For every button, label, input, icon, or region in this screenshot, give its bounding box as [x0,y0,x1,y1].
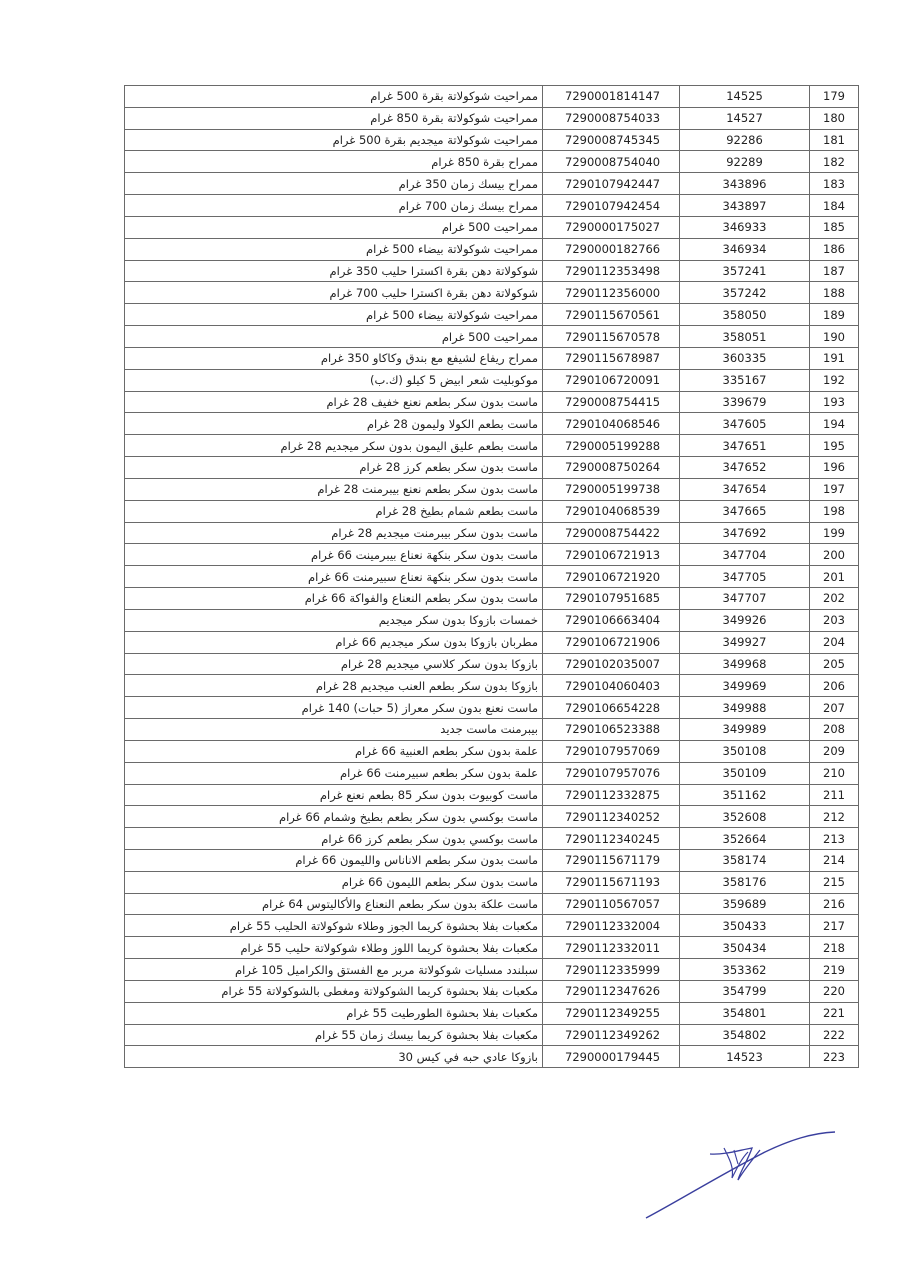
table-row [125,500,859,522]
item-code-cell: 14525 [680,86,810,108]
table-row [125,478,859,500]
barcode-cell: 7290107942454 [543,195,680,217]
barcode-cell: 7290106720091 [543,369,680,391]
item-code-cell: 349988 [680,697,810,719]
table-row [125,86,859,108]
table-row [125,740,859,762]
product-name-cell: سبلندد مسليات شوكولاتة مربر مع الفستق والكراميل 105 غرام [125,959,543,981]
item-code-cell: 359689 [680,893,810,915]
product-name-cell: ماست بطعم شمام بطيخ 28 غرام [125,500,543,522]
table-row [125,129,859,151]
table-row [125,216,859,238]
item-code-cell: 357241 [680,260,810,282]
item-code-cell: 350109 [680,762,810,784]
barcode-cell: 7290008745345 [543,129,680,151]
item-code-cell: 347605 [680,413,810,435]
barcode-cell: 7290112335999 [543,959,680,981]
table-row [125,347,859,369]
row-number-cell: 186 [810,238,859,260]
row-number-cell: 179 [810,86,859,108]
item-code-cell: 335167 [680,369,810,391]
barcode-cell: 7290107951685 [543,588,680,610]
product-name-cell: علمة بدون سكر بطعم العنبية 66 غرام [125,740,543,762]
table-row [125,195,859,217]
product-name-cell: ماست كوبيوت بدون سكر 85 بطعم نعنع غرام [125,784,543,806]
item-code-cell: 358050 [680,304,810,326]
row-number-cell: 195 [810,435,859,457]
item-code-cell: 354799 [680,980,810,1002]
table-row [125,369,859,391]
product-name-cell: ماست بدون سكر بنكهة نعناع بيبرمينت 66 غرام [125,544,543,566]
row-number-cell: 190 [810,326,859,348]
table-row [125,282,859,304]
product-name-cell: خمسات بازوكا بدون سكر ميجديم [125,609,543,631]
item-code-cell: 360335 [680,347,810,369]
product-name-cell: مكعبات بفلا بحشوة كريما الجوز وطلاء شوكولاتة الحليب 55 غرام [125,915,543,937]
table-row [125,238,859,260]
row-number-cell: 223 [810,1046,859,1068]
table-row [125,151,859,173]
barcode-cell: 7290115671193 [543,871,680,893]
product-name-cell: ماست بدون سكر بنكهة نعناع سبيرمنت 66 غرام [125,566,543,588]
row-number-cell: 221 [810,1002,859,1024]
row-number-cell: 222 [810,1024,859,1046]
row-number-cell: 219 [810,959,859,981]
barcode-cell: 7290106721913 [543,544,680,566]
item-code-cell: 353362 [680,959,810,981]
row-number-cell: 204 [810,631,859,653]
barcode-cell: 7290106523388 [543,719,680,741]
row-number-cell: 212 [810,806,859,828]
item-code-cell: 343896 [680,173,810,195]
product-name-cell: ممراحيت 500 غرام [125,326,543,348]
table-row [125,260,859,282]
product-name-cell: ممراحيت شوكولاتة بقرة 500 غرام [125,86,543,108]
item-code-cell: 347651 [680,435,810,457]
barcode-cell: 7290106654228 [543,697,680,719]
row-number-cell: 187 [810,260,859,282]
table-row [125,588,859,610]
row-number-cell: 216 [810,893,859,915]
item-code-cell: 347705 [680,566,810,588]
table-row [125,391,859,413]
barcode-cell: 7290112332011 [543,937,680,959]
row-number-cell: 193 [810,391,859,413]
table-row [125,435,859,457]
barcode-cell: 7290112349262 [543,1024,680,1046]
product-name-cell: ممراحيت شوكولاتة ميجديم بقرة 500 غرام [125,129,543,151]
table-row [125,762,859,784]
barcode-cell: 7290107942447 [543,173,680,195]
row-number-cell: 203 [810,609,859,631]
barcode-cell: 7290115670578 [543,326,680,348]
item-code-cell: 347665 [680,500,810,522]
row-number-cell: 196 [810,457,859,479]
row-number-cell: 206 [810,675,859,697]
row-number-cell: 211 [810,784,859,806]
product-name-cell: مكعبات بفلا بحشوة كريما الشوكولاتة ومغطى بالشوكولاتة 55 غرام [125,980,543,1002]
row-number-cell: 191 [810,347,859,369]
table-row [125,719,859,741]
table-row [125,304,859,326]
item-code-cell: 347704 [680,544,810,566]
row-number-cell: 189 [810,304,859,326]
barcode-cell: 7290005199288 [543,435,680,457]
barcode-cell: 7290110567057 [543,893,680,915]
barcode-cell: 7290008754415 [543,391,680,413]
row-number-cell: 198 [810,500,859,522]
barcode-cell: 7290106663404 [543,609,680,631]
table-row [125,413,859,435]
row-number-cell: 188 [810,282,859,304]
item-code-cell: 92286 [680,129,810,151]
item-code-cell: 358051 [680,326,810,348]
item-code-cell: 351162 [680,784,810,806]
table-row [125,522,859,544]
row-number-cell: 210 [810,762,859,784]
item-code-cell: 347692 [680,522,810,544]
product-name-cell: ممراحيت شوكولاتة بيضاء 500 غرام [125,304,543,326]
product-name-cell: موكوبليت شعر ابيض 5 كيلو (ك.ب) [125,369,543,391]
barcode-cell: 7290112340252 [543,806,680,828]
barcode-cell: 7290104068546 [543,413,680,435]
barcode-cell: 7290008754040 [543,151,680,173]
barcode-cell: 7290008754033 [543,107,680,129]
item-code-cell: 352664 [680,828,810,850]
barcode-cell: 7290000182766 [543,238,680,260]
barcode-cell: 7290102035007 [543,653,680,675]
row-number-cell: 207 [810,697,859,719]
item-code-cell: 347707 [680,588,810,610]
table-row [125,1046,859,1068]
row-number-cell: 213 [810,828,859,850]
barcode-cell: 7290104068539 [543,500,680,522]
product-table-body [125,86,859,1068]
item-code-cell: 14523 [680,1046,810,1068]
product-name-cell: ممراح بيسك زمان 700 غرام [125,195,543,217]
barcode-cell: 7290112332875 [543,784,680,806]
item-code-cell: 352608 [680,806,810,828]
barcode-cell: 7290115678987 [543,347,680,369]
table-row [125,609,859,631]
row-number-cell: 185 [810,216,859,238]
table-row [125,631,859,653]
table-row [125,1002,859,1024]
item-code-cell: 358176 [680,871,810,893]
barcode-cell: 7290112356000 [543,282,680,304]
handwritten-signature [640,1130,840,1230]
product-name-cell: شوكولاتة دهن بقرة اكسترا حليب 700 غرام [125,282,543,304]
row-number-cell: 205 [810,653,859,675]
table-row [125,697,859,719]
product-name-cell: شوكولاتة دهن بقرة اكسترا حليب 350 غرام [125,260,543,282]
table-row [125,784,859,806]
product-name-cell: مكعبات بفلا بحشوة كريما بيسك زمان 55 غرام [125,1024,543,1046]
row-number-cell: 194 [810,413,859,435]
barcode-cell: 7290115670561 [543,304,680,326]
table-row [125,937,859,959]
table-row [125,871,859,893]
table-row [125,849,859,871]
barcode-cell: 7290000175027 [543,216,680,238]
table-row [125,806,859,828]
row-number-cell: 199 [810,522,859,544]
item-code-cell: 14527 [680,107,810,129]
product-name-cell: بازوكا بدون سكر كلاسي ميجديم 28 غرام [125,653,543,675]
table-row [125,173,859,195]
table-row [125,675,859,697]
table-row [125,893,859,915]
item-code-cell: 349926 [680,609,810,631]
row-number-cell: 184 [810,195,859,217]
product-name-cell: ماست نعنع بدون سكر معراز (5 حبات) 140 غرام [125,697,543,719]
row-number-cell: 180 [810,107,859,129]
item-code-cell: 358174 [680,849,810,871]
row-number-cell: 215 [810,871,859,893]
barcode-cell: 7290008750264 [543,457,680,479]
barcode-cell: 7290106721920 [543,566,680,588]
table-row [125,980,859,1002]
item-code-cell: 339679 [680,391,810,413]
row-number-cell: 201 [810,566,859,588]
item-code-cell: 349927 [680,631,810,653]
product-name-cell: مطربان بازوكا بدون سكر ميجديم 66 غرام [125,631,543,653]
row-number-cell: 214 [810,849,859,871]
product-name-cell: ماست بوكسي بدون سكر بطعم بطيخ وشمام 66 غرام [125,806,543,828]
barcode-cell: 7290112340245 [543,828,680,850]
product-name-cell: ماست بطعم الكولا وليمون 28 غرام [125,413,543,435]
barcode-cell: 7290112347626 [543,980,680,1002]
barcode-cell: 7290112332004 [543,915,680,937]
barcode-cell: 7290000179445 [543,1046,680,1068]
item-code-cell: 349968 [680,653,810,675]
product-name-cell: بازوكا عادي حبه في كيس 30 [125,1046,543,1068]
table-row [125,544,859,566]
barcode-cell: 7290008754422 [543,522,680,544]
barcode-cell: 7290107957069 [543,740,680,762]
barcode-cell: 7290112353498 [543,260,680,282]
table-row [125,566,859,588]
product-name-cell: ممراح بيسك زمان 350 غرام [125,173,543,195]
row-number-cell: 220 [810,980,859,1002]
row-number-cell: 183 [810,173,859,195]
product-table [124,85,859,1068]
row-number-cell: 192 [810,369,859,391]
barcode-cell: 7290107957076 [543,762,680,784]
product-name-cell: ممراحيت شوكولاتة بقرة 850 غرام [125,107,543,129]
item-code-cell: 349989 [680,719,810,741]
table-row [125,828,859,850]
product-name-cell: ممراحيت شوكولاتة بيضاء 500 غرام [125,238,543,260]
product-name-cell: ماست بدون سكر بطعم نعنع خفيف 28 غرام [125,391,543,413]
barcode-cell: 7290005199738 [543,478,680,500]
product-name-cell: ماست بدون سكر بطعم كرز 28 غرام [125,457,543,479]
table-row [125,915,859,937]
table-row [125,653,859,675]
product-name-cell: علمة بدون سكر بطعم سبيرمنت 66 غرام [125,762,543,784]
row-number-cell: 218 [810,937,859,959]
row-number-cell: 217 [810,915,859,937]
item-code-cell: 350434 [680,937,810,959]
product-name-cell: ماست بطعم عليق اليمون بدون سكر ميجديم 28 غرام [125,435,543,457]
barcode-cell: 7290115671179 [543,849,680,871]
product-name-cell: بازوكا بدون سكر بطعم العنب ميجديم 28 غرام [125,675,543,697]
item-code-cell: 346933 [680,216,810,238]
barcode-cell: 7290001814147 [543,86,680,108]
row-number-cell: 197 [810,478,859,500]
product-name-cell: ممراحيت 500 غرام [125,216,543,238]
table-row [125,457,859,479]
product-name-cell: مكعبات بفلا بحشوة الطورطيت 55 غرام [125,1002,543,1024]
product-name-cell: ماست بوكسي بدون سكر بطعم كرز 66 غرام [125,828,543,850]
item-code-cell: 354801 [680,1002,810,1024]
barcode-cell: 7290106721906 [543,631,680,653]
product-name-cell: ماست بدون سكر بطعم النعناع والفواكة 66 غرام [125,588,543,610]
row-number-cell: 208 [810,719,859,741]
item-code-cell: 346934 [680,238,810,260]
row-number-cell: 181 [810,129,859,151]
item-code-cell: 357242 [680,282,810,304]
product-name-cell: ممراح بقرة 850 غرام [125,151,543,173]
row-number-cell: 202 [810,588,859,610]
product-name-cell: ماست بدون سكر بطعم نعنع بيبرمنت 28 غرام [125,478,543,500]
item-code-cell: 347652 [680,457,810,479]
item-code-cell: 343897 [680,195,810,217]
product-name-cell: مكعبات بفلا بحشوة كريما اللوز وطلاء شوكولاتة حليب 55 غرام [125,937,543,959]
item-code-cell: 349969 [680,675,810,697]
table-row [125,107,859,129]
product-name-cell: ماست بدون سكر بطعم الليمون 66 غرام [125,871,543,893]
product-name-cell: بيبرمنت ماست جديد [125,719,543,741]
row-number-cell: 182 [810,151,859,173]
row-number-cell: 200 [810,544,859,566]
item-code-cell: 354802 [680,1024,810,1046]
product-name-cell: ماست بدون سكر بيبرمنت ميجديم 28 غرام [125,522,543,544]
item-code-cell: 347654 [680,478,810,500]
item-code-cell: 350433 [680,915,810,937]
table-row [125,959,859,981]
item-code-cell: 350108 [680,740,810,762]
product-name-cell: ماست بدون سكر بطعم الاناناس والليمون 66 غرام [125,849,543,871]
table-row [125,1024,859,1046]
barcode-cell: 7290112349255 [543,1002,680,1024]
barcode-cell: 7290104060403 [543,675,680,697]
table-row [125,326,859,348]
row-number-cell: 209 [810,740,859,762]
product-name-cell: ماست علكة بدون سكر بطعم النعناع والأكاليتوس 64 غرام [125,893,543,915]
product-name-cell: ممراح ريفاع لشيفع مع بندق وكاكاو 350 غرام [125,347,543,369]
item-code-cell: 92289 [680,151,810,173]
